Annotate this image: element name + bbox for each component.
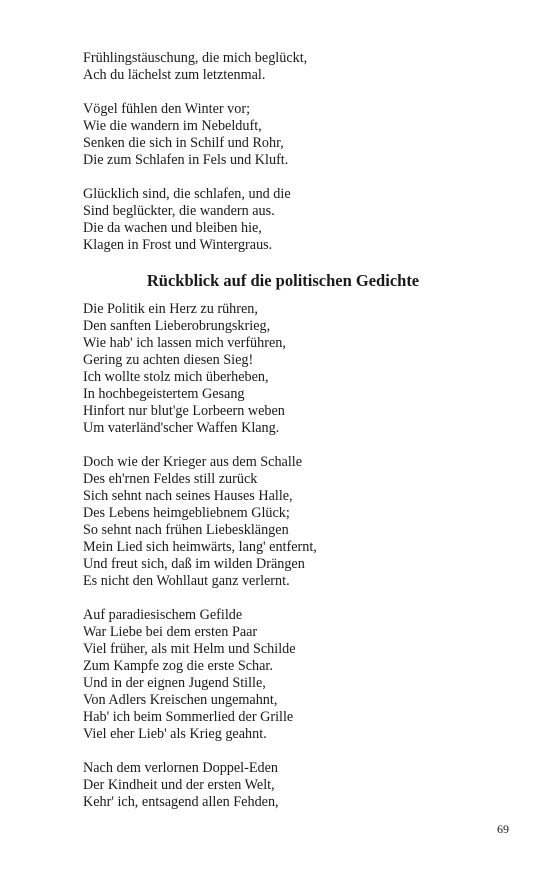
- verse-line: Gering zu achten diesen Sieg!: [83, 352, 254, 368]
- verse-line: Mein Lied sich heimwärts, lang' entfernt,: [83, 539, 317, 555]
- stanza-5: [83, 454, 483, 590]
- poem-title: Rückblick auf die politischen Gedichte: [146, 271, 420, 290]
- verse-line: Wie hab' ich lassen mich verführen,: [83, 335, 286, 351]
- verse-line: Von Adlers Kreischen ungemahnt,: [83, 692, 278, 708]
- verse-line: Viel eher Lieb' als Krieg geahnt.: [83, 726, 267, 742]
- verse-line: Viel früher, als mit Helm und Schilde: [83, 641, 296, 657]
- verse-line: Den sanften Lieberobrungskrieg,: [83, 318, 271, 334]
- verse-line: Glücklich sind, die schlafen, und die: [83, 186, 291, 202]
- verse-line: In hochbegeistertem Gesang: [83, 386, 245, 402]
- verse-line: Vögel fühlen den Winter vor;: [83, 101, 251, 117]
- stanza-4: [83, 301, 483, 437]
- verse-line: So sehnt nach frühen Liebesklängen: [83, 522, 289, 538]
- verse-line: War Liebe bei dem ersten Paar: [83, 624, 258, 640]
- verse-line: Die zum Schlafen in Fels und Kluft.: [83, 152, 289, 168]
- verse-line: Frühlingstäuschung, die mich beglückt,: [83, 50, 308, 66]
- verse-line: Ich wollte stolz mich überheben,: [83, 369, 269, 385]
- verse-line: Die da wachen und bleiben hie,: [83, 220, 262, 236]
- page-body: [83, 50, 483, 828]
- verse-line: Die Politik ein Herz zu rühren,: [83, 301, 258, 317]
- verse-line: Hab' ich beim Sommerlied der Grille: [83, 709, 294, 725]
- verse-line: Zum Kampfe zog die erste Schar.: [83, 658, 273, 674]
- verse-line: Sich sehnt nach seines Hauses Halle,: [83, 488, 293, 504]
- verse-line: Und freut sich, daß im wilden Drängen: [83, 556, 305, 572]
- verse-line: Und in der eignen Jugend Stille,: [83, 675, 266, 691]
- stanza-1: [83, 50, 483, 84]
- verse-line: Ach du lächelst zum letztenmal.: [83, 67, 266, 83]
- verse-line: Doch wie der Krieger aus dem Schalle: [83, 454, 303, 470]
- verse-line: Kehr' ich, entsagend allen Fehden,: [83, 794, 279, 810]
- verse-line: Nach dem verlornen Doppel-Eden: [83, 760, 279, 776]
- page-number: 69: [497, 822, 509, 836]
- stanza-2: [83, 101, 483, 169]
- verse-line: Um vaterländ'scher Waffen Klang.: [83, 420, 280, 436]
- stanza-6: [83, 607, 483, 743]
- stanza-3: [83, 186, 483, 254]
- verse-line: Senken die sich in Schilf und Rohr,: [83, 135, 284, 151]
- verse-line: Des eh'rnen Feldes still zurück: [83, 471, 258, 487]
- stanza-7: [83, 760, 483, 811]
- verse-line: Wie die wandern im Nebelduft,: [83, 118, 262, 134]
- verse-line: Auf paradiesischem Gefilde: [83, 607, 243, 623]
- verse-line: Sind beglückter, die wandern aus.: [83, 203, 275, 219]
- verse-line: Es nicht den Wohllaut ganz verlernt.: [83, 573, 290, 589]
- verse-line: Klagen in Frost und Wintergraus.: [83, 237, 273, 253]
- verse-line: Der Kindheit und der ersten Welt,: [83, 777, 275, 793]
- verse-line: Hinfort nur blut'ge Lorbeern weben: [83, 403, 285, 419]
- verse-line: Des Lebens heimgebliebnem Glück;: [83, 505, 290, 521]
